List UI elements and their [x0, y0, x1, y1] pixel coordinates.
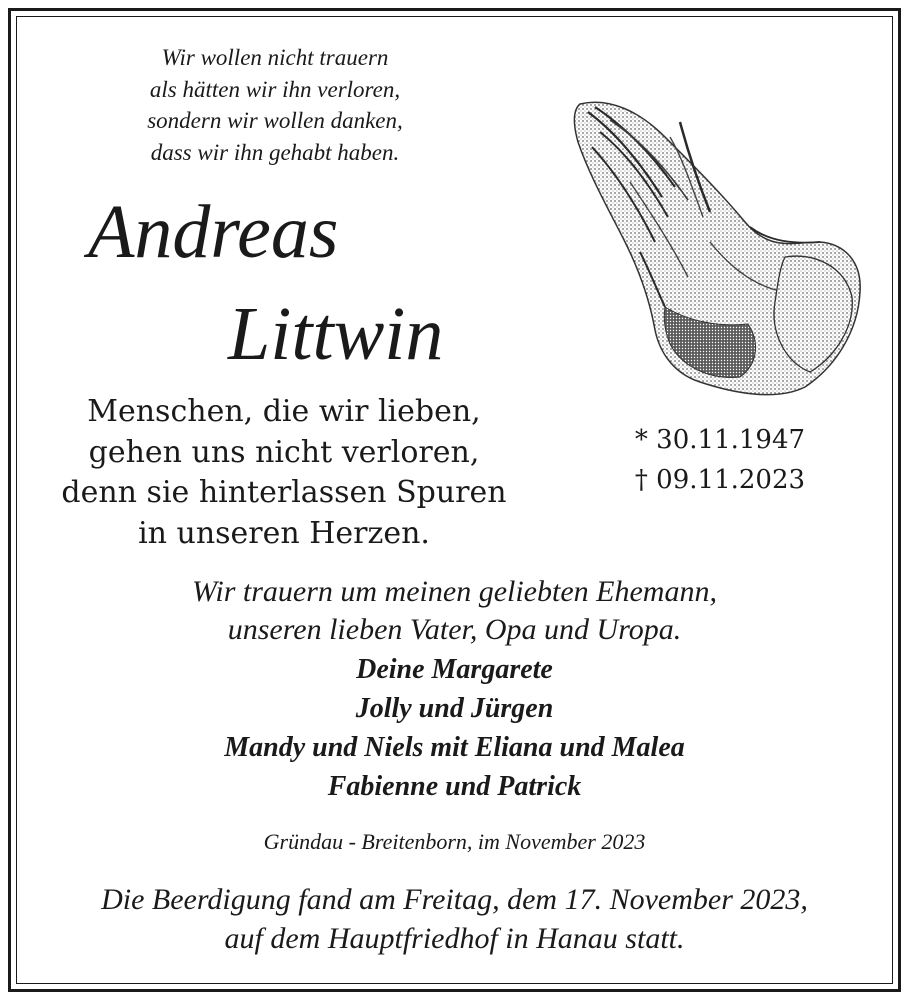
signer: Fabienne und Patrick — [327, 771, 582, 802]
signer: Mandy und Niels mit Eliana und Malea — [224, 732, 685, 763]
funeral-line: auf dem Hauptfriedhof in Hanau statt. — [224, 922, 685, 955]
praying-hands-icon — [570, 92, 870, 397]
signers — [0, 650, 909, 806]
motto-line: Wir wollen nicht trauern — [161, 45, 389, 70]
last-name: Littwin — [228, 292, 444, 376]
mourning-line: unseren lieben Vater, Opa und Uropa. — [227, 613, 682, 646]
motto — [60, 42, 490, 168]
quote-line: Menschen, die wir lieben, — [87, 394, 481, 429]
place-date: Gründau - Breitenborn, im November 2023 — [263, 829, 646, 854]
mourning-text — [0, 573, 909, 649]
first-name: Andreas — [88, 190, 339, 274]
quote-line: gehen uns nicht verloren, — [88, 434, 480, 470]
birth-date: * 30.11.1947 — [634, 425, 806, 455]
funeral-line: Die Beerdigung fand am Freitag, dem 17. November 2023, — [101, 883, 808, 916]
funeral-notice — [0, 880, 909, 958]
quote-line: in unseren Herzen. — [138, 515, 430, 551]
death-date: † 09.11.2023 — [634, 465, 806, 495]
quote-line: denn sie hinterlassen Spuren — [61, 475, 507, 510]
motto-line: sondern wir wollen danken, — [147, 108, 403, 133]
signer: Jolly und Jürgen — [355, 693, 554, 724]
quote — [60, 392, 508, 554]
mourning-line: Wir trauern um meinen geliebten Ehemann, — [192, 575, 717, 608]
signer: Deine Margarete — [356, 654, 553, 685]
motto-line: dass wir ihn gehabt haben. — [150, 139, 400, 165]
motto-line: als hätten wir ihn verloren, — [149, 76, 401, 102]
life-dates — [620, 420, 820, 500]
